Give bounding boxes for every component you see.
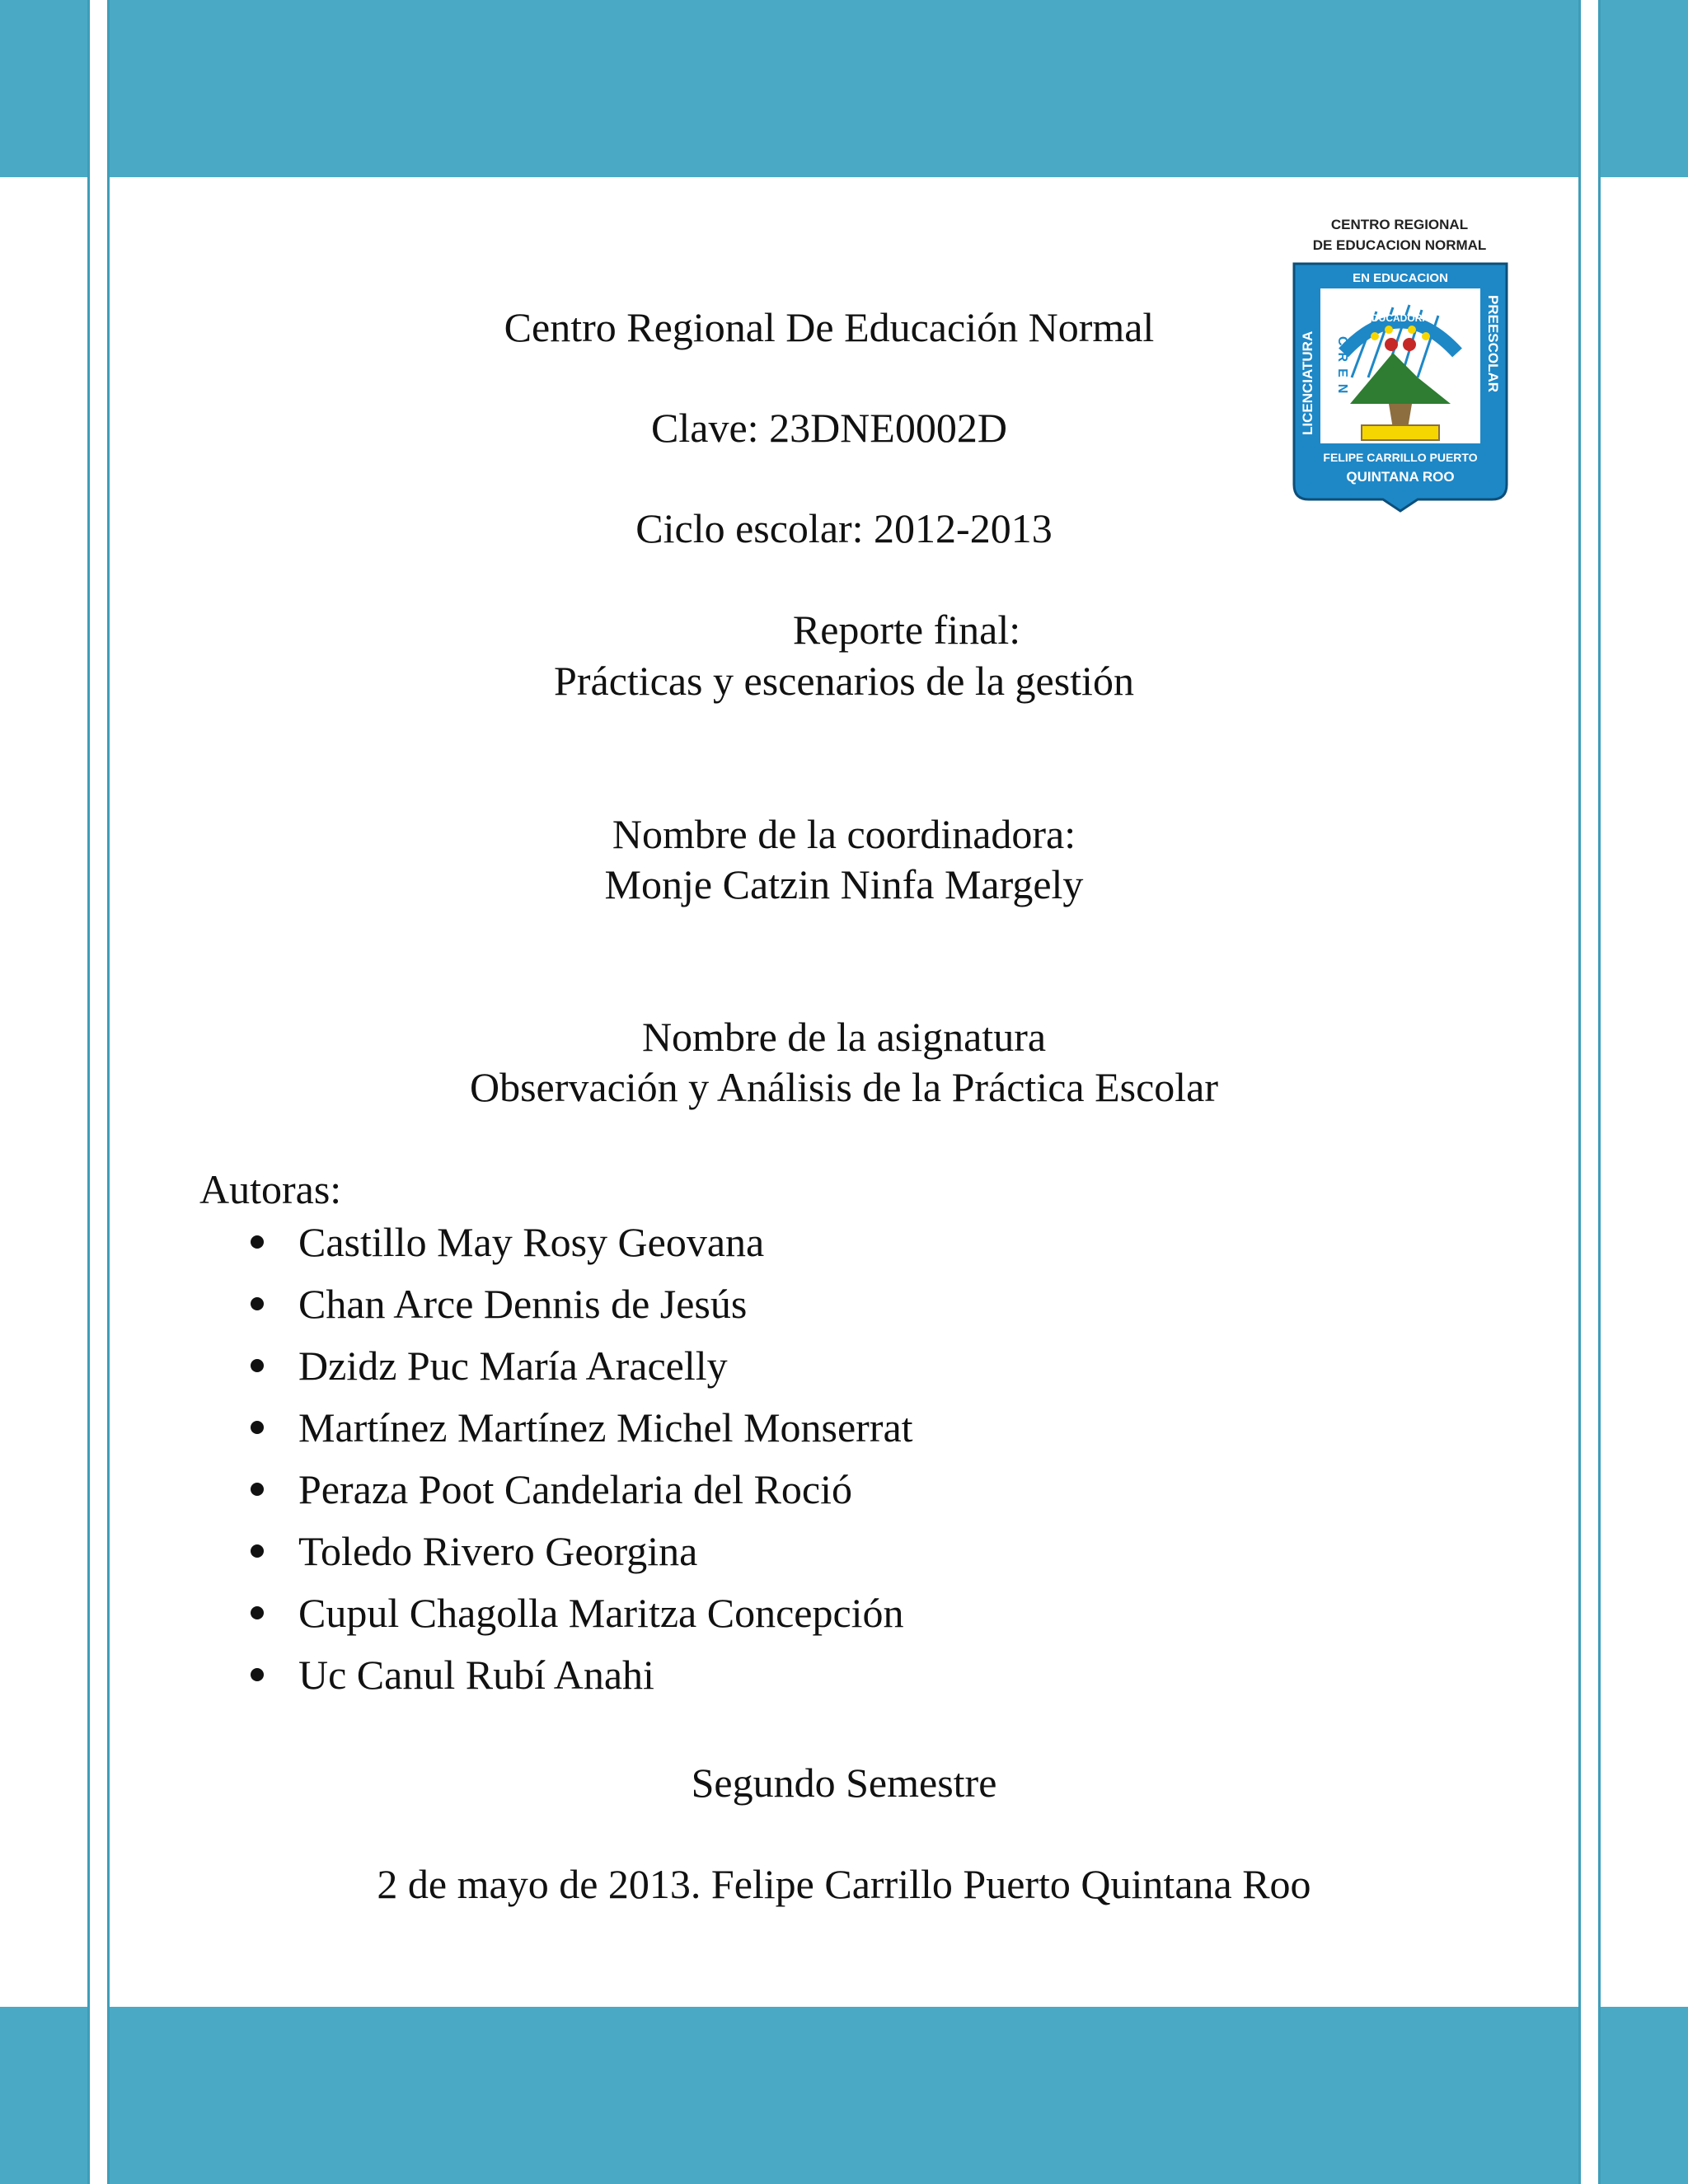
author-name: Martínez Martínez Michel Monserrat xyxy=(298,1404,913,1451)
report-label: Reporte final: xyxy=(792,607,1021,653)
author-name: Cupul Chagolla Maritza Concepción xyxy=(298,1590,904,1636)
bullet-icon xyxy=(251,1483,264,1496)
seal-arc-text: EDUCADORAS xyxy=(1364,312,1437,324)
bullet-icon xyxy=(251,1297,264,1310)
frame-bottom-right-block xyxy=(1601,2007,1688,2184)
author-name: Peraza Poot Candelaria del Roció xyxy=(298,1466,852,1512)
frame-top-right-block xyxy=(1601,0,1688,177)
subject-name: Observación y Análisis de la Práctica Escolar xyxy=(469,1064,1219,1110)
bullet-icon xyxy=(251,1606,264,1619)
report-title: Prácticas y escenarios de la gestión xyxy=(554,658,1134,704)
seal-letters: CREN xyxy=(1335,336,1349,401)
school-seal-logo xyxy=(1286,213,1533,518)
seal-band-top: EN EDUCACION xyxy=(1353,271,1448,285)
author-name: Toledo Rivero Georgina xyxy=(298,1528,698,1574)
seal-top-text2: DE EDUCACION NORMAL xyxy=(1312,237,1487,253)
frame-bottom-band xyxy=(110,2007,1578,2184)
author-name: Chan Arce Dennis de Jesús xyxy=(298,1281,748,1327)
bullet-icon xyxy=(251,1668,264,1681)
coordinator-label: Nombre de la coordinadora: xyxy=(612,811,1076,857)
author-item xyxy=(247,1216,913,1278)
author-item xyxy=(247,1526,913,1587)
frame-top-left-block xyxy=(0,0,87,177)
date-place: 2 de mayo de 2013. Felipe Carrillo Puerto Quintana Roo xyxy=(377,1861,1311,1907)
seal-left-side: LICENCIATURA xyxy=(1300,330,1315,435)
author-item xyxy=(247,1649,913,1711)
authors-label: Autoras: xyxy=(199,1166,342,1212)
institution-name: Centro Regional De Educación Normal xyxy=(504,304,1155,350)
author-item xyxy=(247,1587,913,1649)
frame-top-band xyxy=(110,0,1578,177)
bullet-icon xyxy=(251,1359,264,1372)
bullet-icon xyxy=(251,1544,264,1558)
seal-right-side: PREESCOLAR xyxy=(1485,295,1501,393)
author-name: Castillo May Rosy Geovana xyxy=(298,1219,765,1265)
seal-top-text: CENTRO REGIONAL xyxy=(1330,217,1469,232)
author-item xyxy=(247,1464,913,1526)
school-key: Clave: 23DNE0002D xyxy=(651,405,1007,451)
seal-bottom-text2: QUINTANA ROO xyxy=(1346,469,1455,485)
semester: Segundo Semestre xyxy=(691,1760,997,1806)
subject-label: Nombre de la asignatura xyxy=(641,1014,1047,1060)
coordinator-name: Monje Catzin Ninfa Margely xyxy=(604,861,1084,907)
frame-bottom-left-block xyxy=(0,2007,87,2184)
bullet-icon xyxy=(251,1235,264,1249)
author-item xyxy=(247,1340,913,1402)
author-item xyxy=(247,1278,913,1340)
bullet-icon xyxy=(251,1421,264,1434)
seal-bottom-text: FELIPE CARRILLO PUERTO xyxy=(1323,451,1478,464)
author-item xyxy=(247,1402,913,1464)
author-name: Uc Canul Rubí Anahi xyxy=(298,1652,654,1698)
school-cycle: Ciclo escolar: 2012-2013 xyxy=(635,505,1053,551)
author-name: Dzidz Puc María Aracelly xyxy=(298,1343,728,1389)
author-list xyxy=(247,1216,913,1711)
